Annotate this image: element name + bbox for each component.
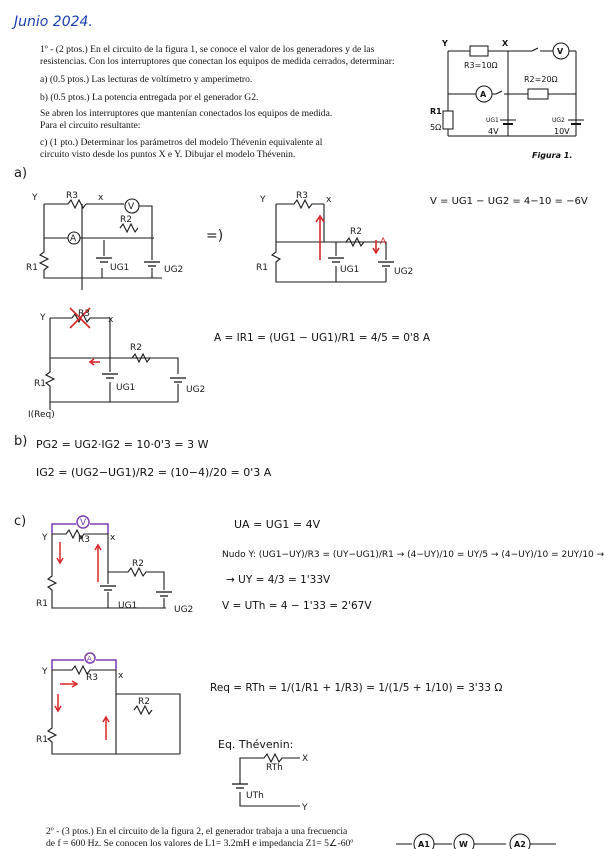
fig-ug2-label: UG2: [552, 117, 565, 124]
fig-r1-value: 5Ω: [430, 123, 442, 132]
section-b-label: b): [14, 434, 28, 449]
sk4-ug1: UG1: [118, 601, 138, 611]
problem2-statement: [46, 826, 386, 848]
sk3-x: x: [108, 315, 114, 325]
sk1-y: Y: [32, 193, 38, 203]
voltmeter-equation: V = UG1 − UG2 = 4−10 = −6V: [430, 196, 588, 207]
ua-equation: UA = UG1 = 4V: [234, 518, 321, 531]
thevenin-model-label: Eq. Thévenin:: [218, 738, 294, 751]
sk2-ug1: UG1: [340, 265, 360, 275]
sk2-x: x: [326, 195, 332, 205]
problem1-line: c) (1 pto.) Determinar los parámetros del modelo Thévenin equivalente al: [40, 137, 323, 148]
sk2-current-a: A: [380, 237, 387, 247]
sk1-ug2: UG2: [164, 265, 184, 275]
problem1-line: Para el circuito resultante:: [40, 120, 141, 131]
sk1-a: A: [70, 234, 77, 244]
sketch-thevenin-voltage: [36, 512, 196, 618]
sk1-x: x: [98, 193, 104, 203]
fig2-w: W: [459, 840, 468, 849]
sk3-r3: R3: [78, 309, 90, 319]
problem1-line: a) (0.5 ptos.) Las lecturas de voltímetro y amperímetro.: [40, 74, 253, 85]
sketch-thevenin-resistance: [36, 650, 186, 760]
sk4-y: Y: [42, 533, 48, 543]
section-a-label: a): [14, 166, 28, 181]
section-c-label: c): [14, 514, 27, 529]
sk4-r1: R1: [36, 599, 48, 609]
sk5-r2: R2: [138, 697, 150, 707]
page-date: Junio 2024.: [14, 14, 93, 30]
fig-r2-label: R2=20Ω: [524, 75, 558, 84]
sk3-r1: R1: [34, 379, 46, 389]
fig-r1-label: R1: [430, 107, 442, 116]
fig2-a2: A2: [514, 840, 526, 849]
thev-u-label: UTh: [246, 791, 264, 801]
problem1-line: Se abren los interruptores que mantenían conectados los equipos de medida.: [40, 108, 333, 119]
problem2-line: 2º - (3 ptos.) En el circuito de la figura 2, el generador trabaja a una frecuencia: [46, 826, 348, 837]
sk3-ug2: UG2: [186, 385, 206, 395]
sk2-r3: R3: [296, 191, 308, 201]
figure1-caption: Figura 1.: [532, 151, 573, 160]
uy-equation: → UY = 4/3 = 1'33V: [226, 574, 331, 586]
sk3-r2: R2: [130, 343, 142, 353]
sk5-r3: R3: [86, 673, 98, 683]
sk4-v: V: [80, 518, 87, 528]
fig-y-label: Y: [442, 39, 448, 48]
problem1-line: b) (0.5 ptos.) La potencia entregada por el generador G2.: [40, 92, 259, 103]
sk5-r1: R1: [36, 735, 48, 745]
problem2-line: de f = 600 Hz. Se conocen los valores de L1= 3.2mH e impedancia Z1= 5∠-60º: [46, 838, 354, 849]
sk2-r1: R1: [256, 263, 268, 273]
sk2-y: Y: [260, 195, 266, 205]
sk3-ug1: UG1: [116, 383, 136, 393]
req-equation: Req = RTh = 1/(1/R1 + 1/R3) = 1/(1/5 + 1/10) = 3'33 Ω: [210, 682, 503, 694]
sk1-ug1: UG1: [110, 263, 130, 273]
sk4-x: x: [110, 533, 116, 543]
uth-equation: V = UTh = 4 − 1'33 = 2'67V: [222, 600, 372, 612]
sk2-r2: R2: [350, 227, 362, 237]
sk4-ug2: UG2: [174, 605, 194, 615]
fig-ug1-label: UG1: [486, 117, 499, 124]
implies-arrow: =): [206, 228, 224, 244]
fig-voltmeter-label: V: [557, 47, 564, 56]
thev-x-label: X: [302, 754, 309, 764]
fig-ug2-value: 10V: [554, 127, 570, 136]
sk1-r3: R3: [66, 191, 78, 201]
figure2-meters-partial: [396, 830, 596, 848]
fig-ug1-value: 4V: [488, 127, 499, 136]
sk4-r3: R3: [78, 535, 90, 545]
problem1-line: circuito visto desde los puntos X e Y. Dibujar el modelo Thévenin.: [40, 149, 296, 160]
sketch-circuit-meters: [24, 190, 194, 286]
sk1-v: V: [128, 202, 135, 212]
sketch-circuit-currents: [246, 190, 416, 286]
sketch-short-circuit: [28, 306, 206, 418]
figure1-circuit: [428, 36, 588, 168]
problem1-line: resistencias. Con los interruptores que conectan los equipos de medida cerrados, determinar:: [40, 56, 395, 67]
sk2-ug2: UG2: [394, 267, 414, 277]
current-g2-equation: IG2 = (UG2−UG1)/R2 = (10−4)/20 = 0'3 A: [36, 466, 272, 479]
sk5-x: x: [118, 671, 124, 681]
fig2-a1: A1: [418, 840, 430, 849]
sk4-r2: R2: [132, 559, 144, 569]
ammeter-equation: A = IR1 = (UG1 − UG1)/R1 = 4/5 = 0'8 A: [214, 332, 430, 344]
fig-x-label: X: [502, 39, 509, 48]
req-label: I(Req): [28, 410, 55, 420]
problem1-line: 1º - (2 ptos.) En el circuito de la figura 1, se conoce el valor de los generadores y de las: [40, 44, 375, 55]
fig-r3-label: R3=10Ω: [464, 61, 498, 70]
sk5-y: Y: [42, 667, 48, 677]
sk1-r1: R1: [26, 263, 38, 273]
power-g2-equation: PG2 = UG2·IG2 = 10·0'3 = 3 W: [36, 438, 209, 451]
node-y-equation: Nudo Y: (UG1−UY)/R3 = (UY−UG1)/R1 → (4−UY)/10 = UY/5 → (4−UY)/10 = 2UY/10 →: [222, 550, 604, 560]
sk5-a: A: [87, 655, 92, 663]
sk1-r2: R2: [120, 215, 132, 225]
thev-y-label: Y: [302, 803, 308, 813]
thev-r-label: RTh: [266, 763, 283, 773]
problem1-statement: [40, 44, 430, 164]
sk3-y: Y: [40, 313, 46, 323]
fig-ammeter-label: A: [480, 90, 487, 99]
thevenin-model-diagram: [230, 750, 330, 812]
